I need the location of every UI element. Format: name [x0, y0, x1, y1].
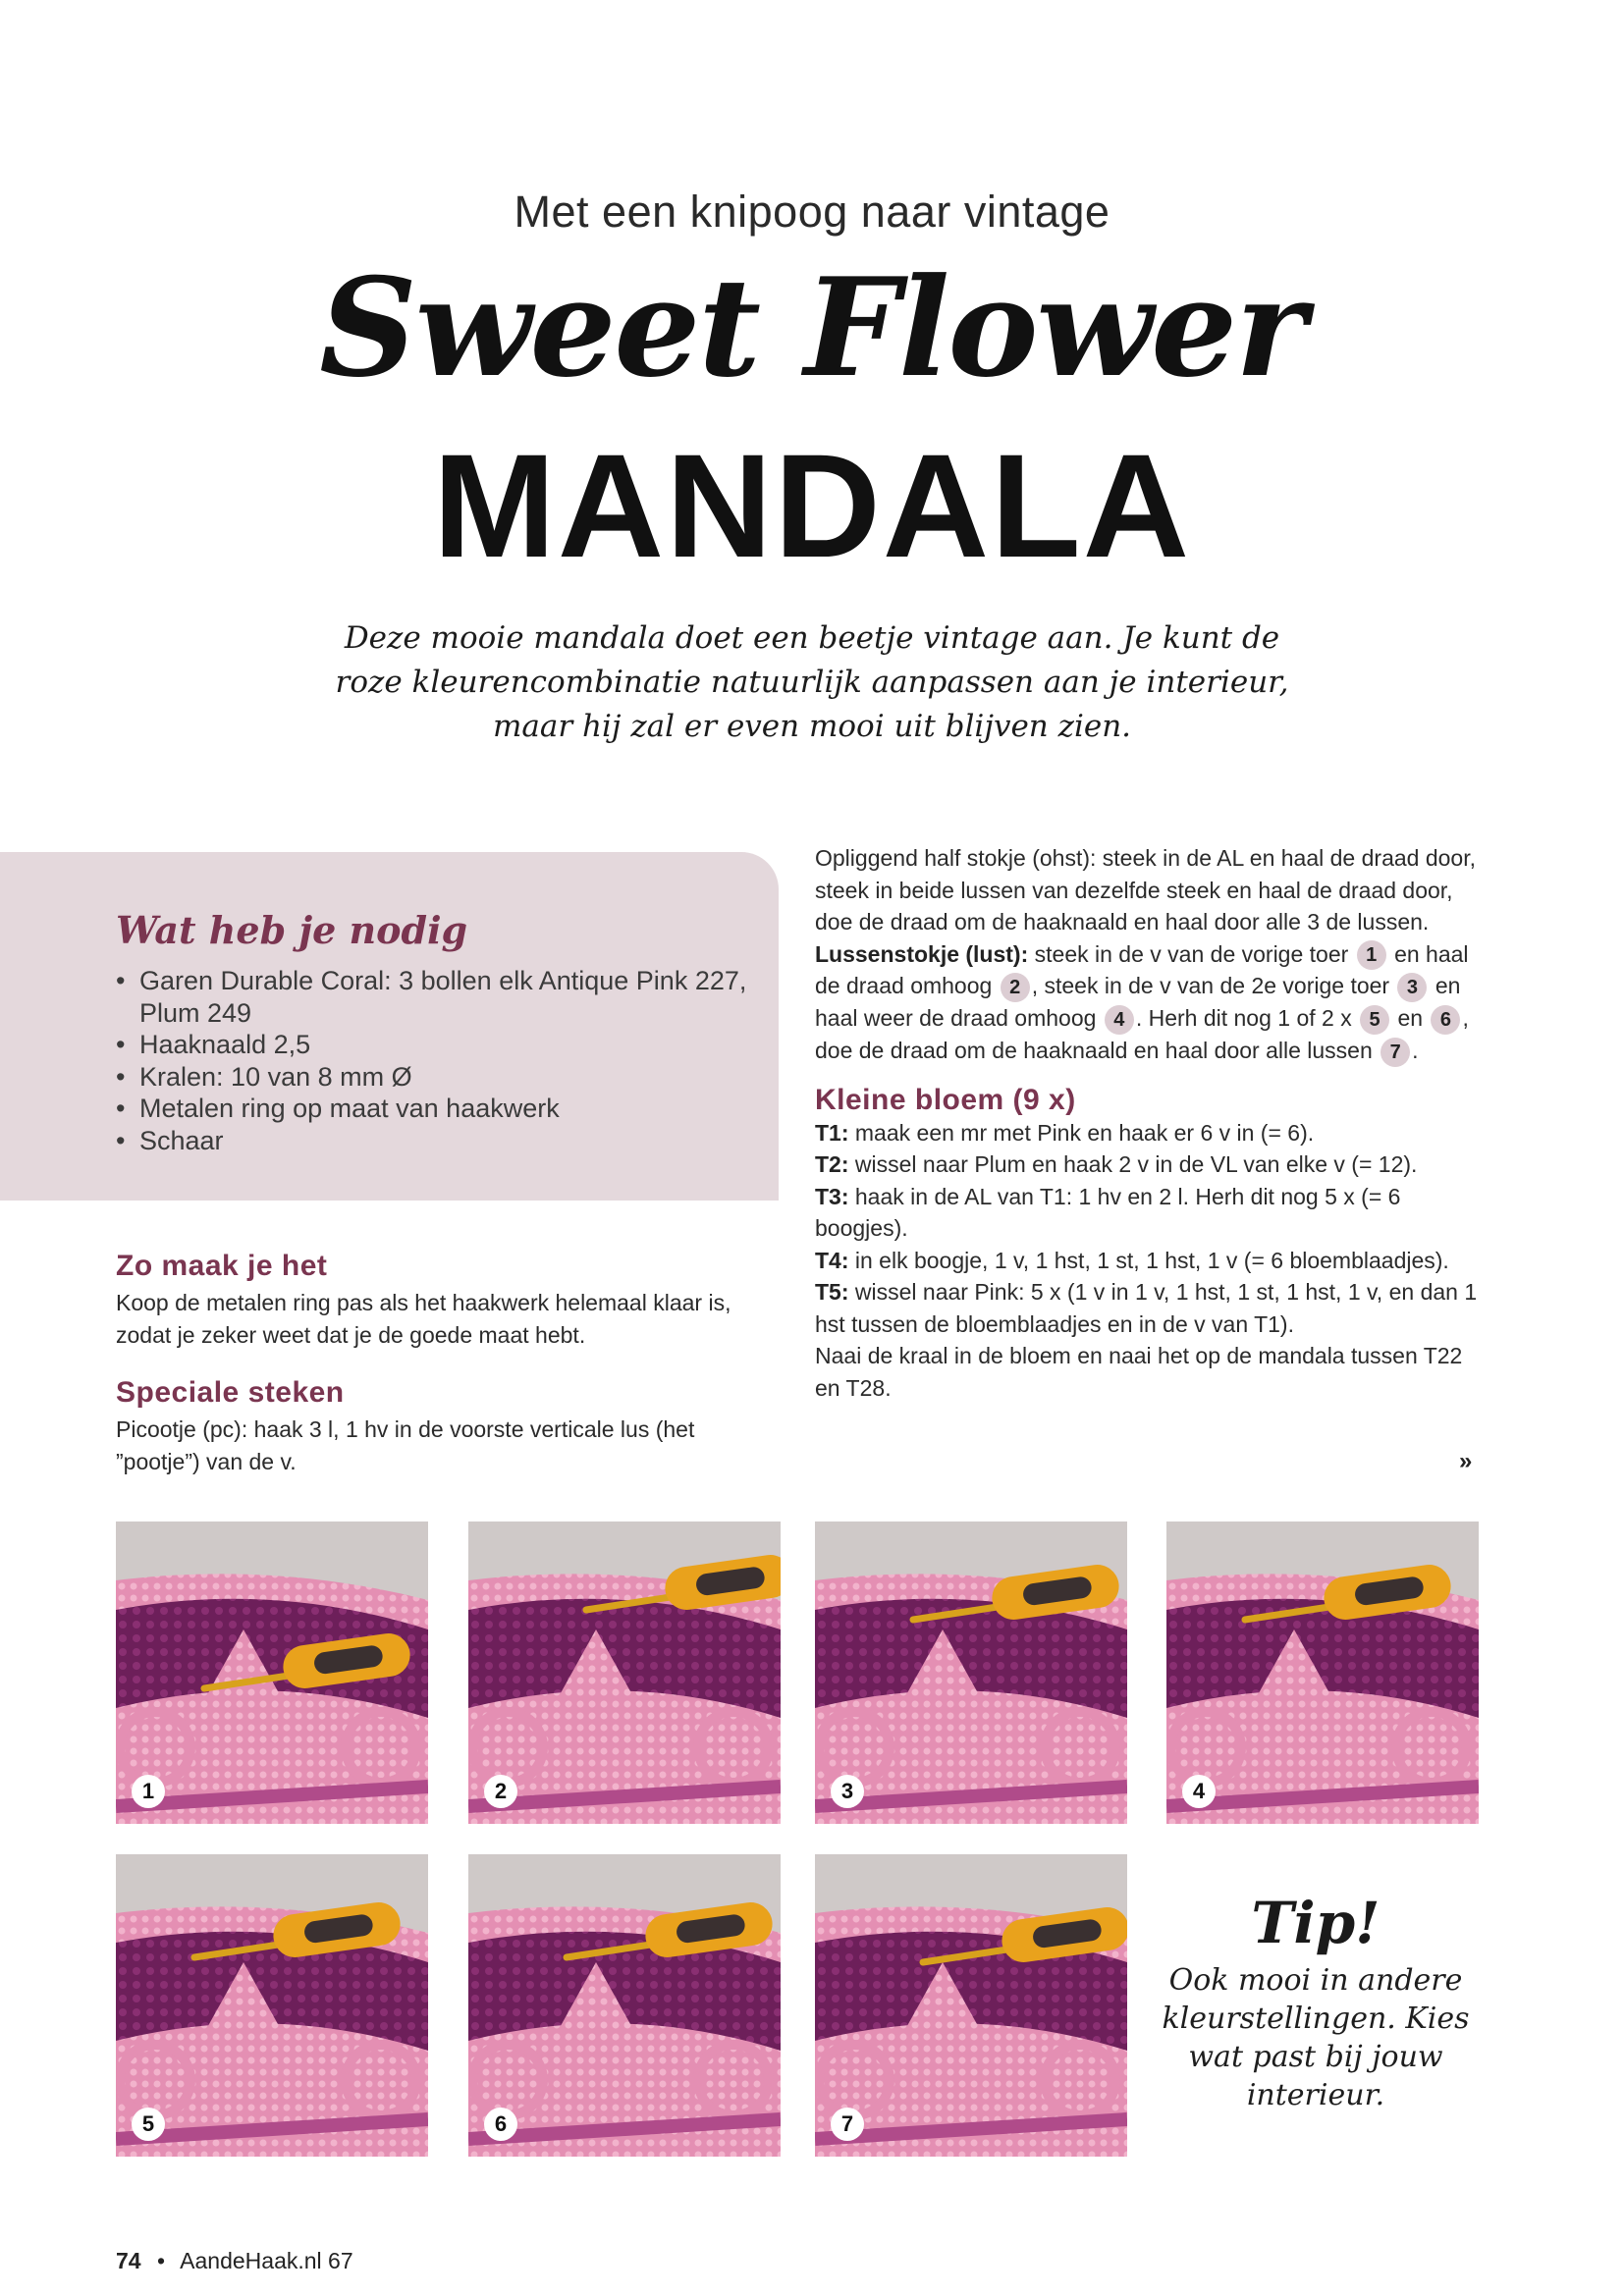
step-number-badge: 6: [1431, 1005, 1460, 1035]
photo-step-badge: 6: [484, 2108, 517, 2141]
ohst-text: Opliggend half stokje (ohst): steek in de AL en haal de draad door, steek in beide lussen van dezelfde steek en haal de draad door, doe de draad om de haaknaald en haal door alle 3 de lussen.: [815, 845, 1476, 934]
flower-title: Kleine bloem (9 x): [815, 1084, 1076, 1117]
round-text: in elk boogje, 1 v, 1 hst, 1 st, 1 hst, 1 v (= 6 bloemblaadjes).: [848, 1247, 1449, 1273]
continue-mark: »: [1459, 1448, 1473, 1474]
round-text: wissel naar Pink: 5 x (1 v in 1 v, 1 hst, 1 st, 1 hst, 1 v, en dan 1 hst tussen de bloemblaadjes en in de v van T1).: [815, 1279, 1478, 1337]
list-item: • Garen Durable Coral: 3 bollen elk Antique Pink 227, Plum 249: [116, 965, 754, 1029]
special-stitches-title: Speciale steken: [116, 1376, 345, 1409]
lust-label: Lussenstokje (lust):: [815, 940, 1029, 967]
list-item: • Schaar: [116, 1125, 754, 1157]
materials-list: [116, 965, 754, 1156]
photo-step-badge: 1: [132, 1775, 165, 1808]
crochet-photo-image: [116, 1854, 428, 2157]
script-title: Sweet Flower: [319, 247, 1305, 407]
step-photo: [468, 1854, 781, 2157]
round-line: [815, 1276, 1483, 1340]
special-stitches-text: Picootje (pc): haak 3 l, 1 hv in de voorste verticale lus (het ”pootje”) van de v.: [116, 1416, 695, 1474]
step-number-badge: 4: [1105, 1005, 1134, 1035]
round-text: maak een mr met Pink en haak er 6 v in (= 6).: [848, 1119, 1315, 1146]
intro-line: Deze mooie mandala doet een beetje vintage aan. Je kunt de: [344, 620, 1280, 656]
photo-step-badge: 7: [831, 2108, 864, 2141]
list-item: • Metalen ring op maat van haakwerk: [116, 1093, 754, 1125]
right-column: [815, 842, 1483, 1404]
list-item: • Kralen: 10 van 8 mm Ø: [116, 1061, 754, 1094]
step-number-badge: 5: [1360, 1005, 1389, 1035]
crochet-photo-image: [1166, 1522, 1479, 1824]
intro-text: [272, 616, 1352, 749]
round-line: [815, 1245, 1483, 1277]
round-label: T5:: [815, 1279, 849, 1306]
step-number-badge: 3: [1397, 973, 1427, 1002]
crochet-photo-image: [815, 1854, 1127, 2157]
photo-step-badge: 5: [132, 2108, 165, 2141]
lust-part: .: [1412, 1038, 1419, 1064]
round-text: haak in de AL van T1: 1 hv en 2 l. Herh dit nog 5 x (= 6 boogjes).: [815, 1183, 1401, 1242]
main-title: MANDALA: [432, 423, 1192, 588]
step-number-badge: 2: [1001, 973, 1030, 1002]
step-photo: [116, 1854, 428, 2157]
photo-step-badge: 2: [484, 1775, 517, 1808]
round-label: T1:: [815, 1119, 849, 1146]
kicker-text: Met een knipoog naar vintage: [514, 187, 1110, 237]
footer-separator: •: [156, 2248, 166, 2273]
howto-text: Koop de metalen ring pas als het haakwerk helemaal klaar is, zodat je zeker weet dat je de goede maat hebt.: [116, 1290, 731, 1348]
page-footer: [116, 2248, 353, 2274]
lust-text: [815, 938, 1483, 1068]
intro-line: maar hij zal er even mooi uit blijven zien.: [492, 709, 1132, 744]
round-line: [815, 1148, 1483, 1181]
photo-step-badge: 3: [831, 1775, 864, 1808]
round-label: T3:: [815, 1183, 849, 1209]
final-text: Naai de kraal in de bloem en naai het op de mandala tussen T22 en T28.: [815, 1343, 1463, 1401]
step-photo: [815, 1854, 1127, 2157]
round-label: T4:: [815, 1247, 849, 1273]
photo-step-badge: 4: [1182, 1775, 1216, 1808]
crochet-photo-image: [468, 1522, 781, 1824]
crochet-photo-image: [116, 1522, 428, 1824]
intro-line: roze kleurencombinatie natuurlijk aanpassen aan je interieur,: [335, 665, 1289, 700]
step-photo: [468, 1522, 781, 1824]
step-number-badge: 1: [1357, 940, 1386, 970]
round-line: [815, 1117, 1483, 1149]
step-number-badge: 7: [1380, 1038, 1410, 1067]
footer-source: AandeHaak.nl 67: [180, 2248, 353, 2273]
lust-part: , doe de draad om de haaknaald en haal door alle lussen: [815, 1005, 1469, 1064]
lust-part: en: [1391, 1005, 1430, 1032]
materials-title: Wat heb je nodig: [116, 908, 468, 952]
crochet-photo-image: [468, 1854, 781, 2157]
round-line: [815, 1181, 1483, 1245]
howto-title: Zo maak je het: [116, 1250, 328, 1282]
round-text: wissel naar Plum en haak 2 v in de VL van elke v (= 12).: [848, 1151, 1418, 1178]
list-item: • Haaknaald 2,5: [116, 1029, 754, 1061]
round-label: T2:: [815, 1151, 849, 1178]
lust-part: en haal weer de draad omhoog: [815, 973, 1461, 1032]
step-photo: [1166, 1522, 1479, 1824]
crochet-photo-image: [815, 1522, 1127, 1824]
step-photo: [815, 1522, 1127, 1824]
lust-part: en haal de draad omhoog: [815, 940, 1469, 999]
lust-part: . Herh dit nog 1 of 2 x: [1135, 1005, 1359, 1032]
tip-title: Tip!: [1251, 1890, 1380, 1956]
page-number: 74: [116, 2248, 141, 2273]
step-photo: [116, 1522, 428, 1824]
lust-part: steek in de v van de vorige toer: [1028, 940, 1355, 967]
tip-text: Ook mooi in andere kleurstellingen. Kies wat past bij jouw interieur.: [1162, 1963, 1470, 2112]
lust-part: , steek in de v van de 2e vorige toer: [1031, 973, 1396, 999]
